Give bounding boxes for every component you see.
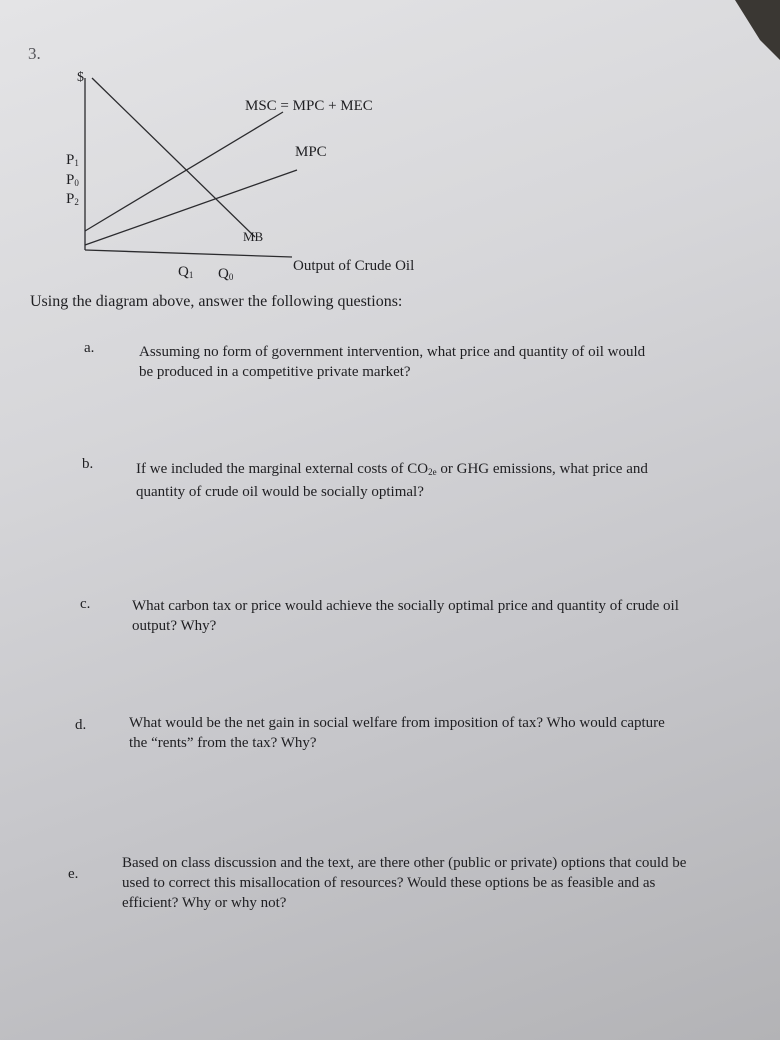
question-b-text: If we included the marginal external costs of $CO_{2e}$ or GHG emissions, what price and quantity of crude oil would be socially optimal?	[136, 461, 648, 500]
question-number: 3.	[28, 44, 41, 63]
price-label-p0: $P_0$	[66, 172, 79, 188]
quantity-label-q1: $Q_1$	[178, 264, 194, 280]
x-axis	[85, 250, 292, 257]
mpc-label: MPC	[295, 144, 327, 160]
question-e-letter: e.	[68, 866, 79, 882]
mb-label: MB	[243, 229, 264, 244]
question-b-letter: b.	[82, 456, 94, 472]
question-d-text: What would be the net gain in social welfare from imposition of tax? Who would capture the “rents” from the tax? Why?	[129, 715, 665, 751]
quantity-label-q0: $Q_0$	[218, 266, 234, 282]
price-label-p1: $P_1$	[66, 152, 79, 168]
intro-text: Using the diagram above, answer the following questions:	[30, 293, 403, 310]
y-axis-label: $	[77, 70, 84, 85]
price-label-p2: $P_2$	[66, 191, 79, 207]
question-e-text: Based on class discussion and the text, are there other (public or private) options that could be used to correct this misallocation of resources? Would these options be as feasible and as efficient? Why or why not?	[122, 855, 687, 911]
msc-curve	[85, 112, 283, 231]
mpc-curve	[85, 170, 297, 245]
question-a-letter: a.	[84, 340, 95, 356]
question-c-text: What carbon tax or price would achieve the socially optimal price and quantity of crude oil output? Why?	[132, 598, 679, 634]
msc-label: MSC = MPC + MEC	[245, 98, 373, 114]
question-c-letter: c.	[80, 596, 91, 612]
x-axis-label: Output of Crude Oil	[293, 258, 415, 274]
question-a-text: Assuming no form of government intervention, what price and quantity of oil would be produced in a competitive private market?	[139, 344, 646, 380]
question-d-letter: d.	[75, 717, 87, 733]
diagram-lines	[0, 0, 780, 300]
